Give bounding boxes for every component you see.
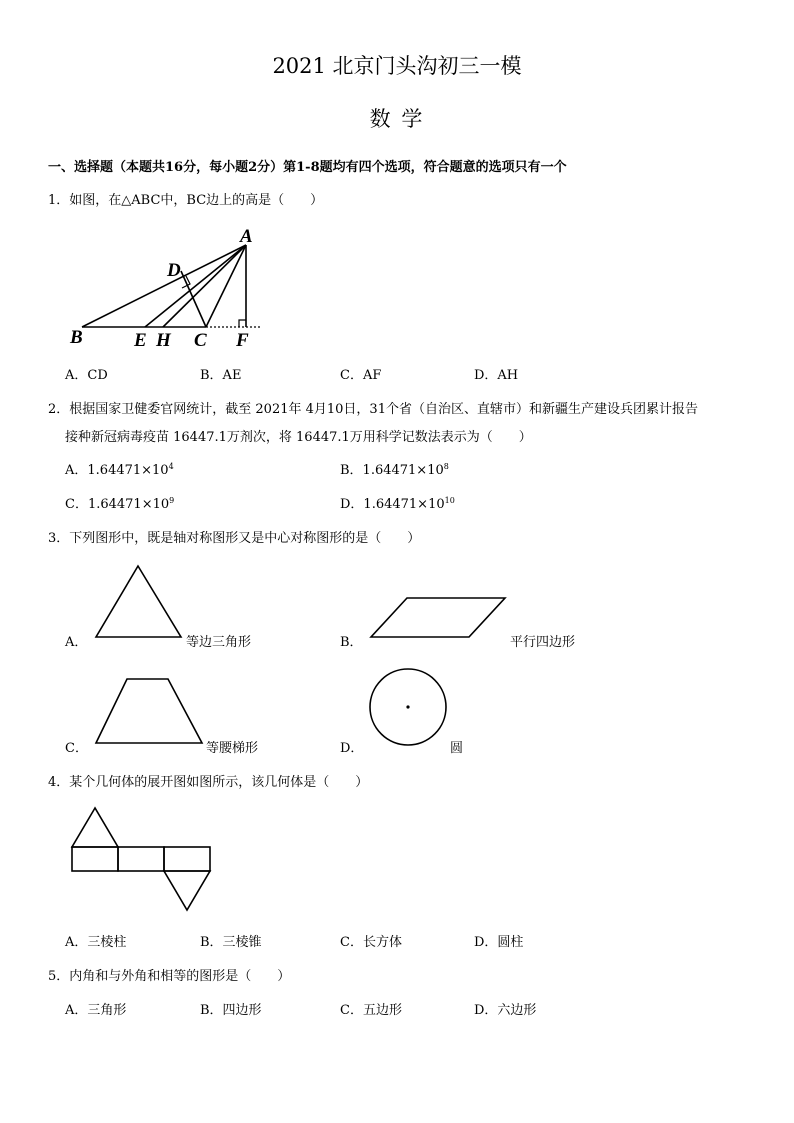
q1-option-d[interactable]: D．AH (474, 368, 519, 383)
q2-option-c-text: C．1.64471×10 (65, 497, 170, 512)
q1-option-a[interactable]: A．CD (65, 368, 108, 383)
q2-option-b-exp: 8 (443, 462, 449, 471)
q5-option-c[interactable]: C．五边形 (340, 1003, 402, 1018)
q5-option-a[interactable]: A．三角形 (65, 1003, 127, 1018)
q4-option-d[interactable]: D．圆柱 (474, 935, 524, 950)
q2-option-a-text: A．1.64471×10 (65, 463, 169, 478)
q3-option-d[interactable]: D． (340, 741, 364, 756)
q2-option-d-exp: 10 (444, 496, 455, 505)
question-1-stem: 1．如图，在△ABC中，BC边上的高是（ ） (48, 193, 324, 208)
label-a: A (240, 226, 253, 247)
section-heading: 一、选择题（本题共16分，每小题2分）第1-8题均有四个选项，符合题意的选项只有一个 (48, 160, 567, 175)
label-d: D (167, 260, 181, 281)
page-subtitle: 数 学 (369, 107, 425, 131)
q2-option-c-exp: 9 (169, 496, 175, 505)
label-h: H (156, 330, 171, 351)
q3-caption-a: 等边三角形 (186, 635, 252, 650)
q4-option-c[interactable]: C．长方体 (340, 935, 402, 950)
question-5-stem: 5．内角和与外角和相等的图形是（ ） (48, 969, 291, 984)
label-f: F (236, 330, 249, 351)
q1-option-b[interactable]: B．AE (200, 368, 242, 383)
question-2-line1: 2．根据国家卫健委官网统计，截至 2021年 4月10日，31个省（自治区、直辖市）和新疆生产建设兵团累计报告 (48, 402, 698, 417)
q4-option-a[interactable]: A．三棱柱 (65, 935, 127, 950)
q5-option-d[interactable]: D．六边形 (474, 1003, 537, 1018)
question-4-stem: 4．某个几何体的展开图如图所示，该几何体是（ ） (48, 775, 369, 790)
q3-caption-b: 平行四边形 (510, 635, 576, 650)
page-title: 2021 北京门头沟初三一模 (272, 54, 522, 78)
q3-option-b[interactable]: B． (340, 635, 363, 650)
q3-caption-c: 等腰梯形 (206, 741, 259, 756)
q3-caption-d: 圆 (450, 741, 464, 756)
label-e: E (134, 330, 147, 351)
q2-option-a-exp: 4 (168, 462, 174, 471)
question-3-stem: 3．下列图形中，既是轴对称图形又是中心对称图形的是（ ） (48, 531, 421, 546)
q1-option-c[interactable]: C．AF (340, 368, 382, 383)
q3-option-a[interactable]: A． (65, 635, 88, 650)
label-b: B (70, 327, 83, 348)
label-c: C (194, 330, 207, 351)
q5-option-b[interactable]: B．四边形 (200, 1003, 262, 1018)
q3-option-c[interactable]: C． (65, 741, 88, 756)
q2-option-b-text: B．1.64471×10 (340, 463, 444, 478)
q4-option-b[interactable]: B．三棱锥 (200, 935, 262, 950)
question-2-line2: 接种新冠病毒疫苗 16447.1万剂次，将 16447.1万用科学记数法表示为（ ） (65, 430, 532, 445)
q2-option-d-text: D．1.64471×10 (340, 497, 445, 512)
